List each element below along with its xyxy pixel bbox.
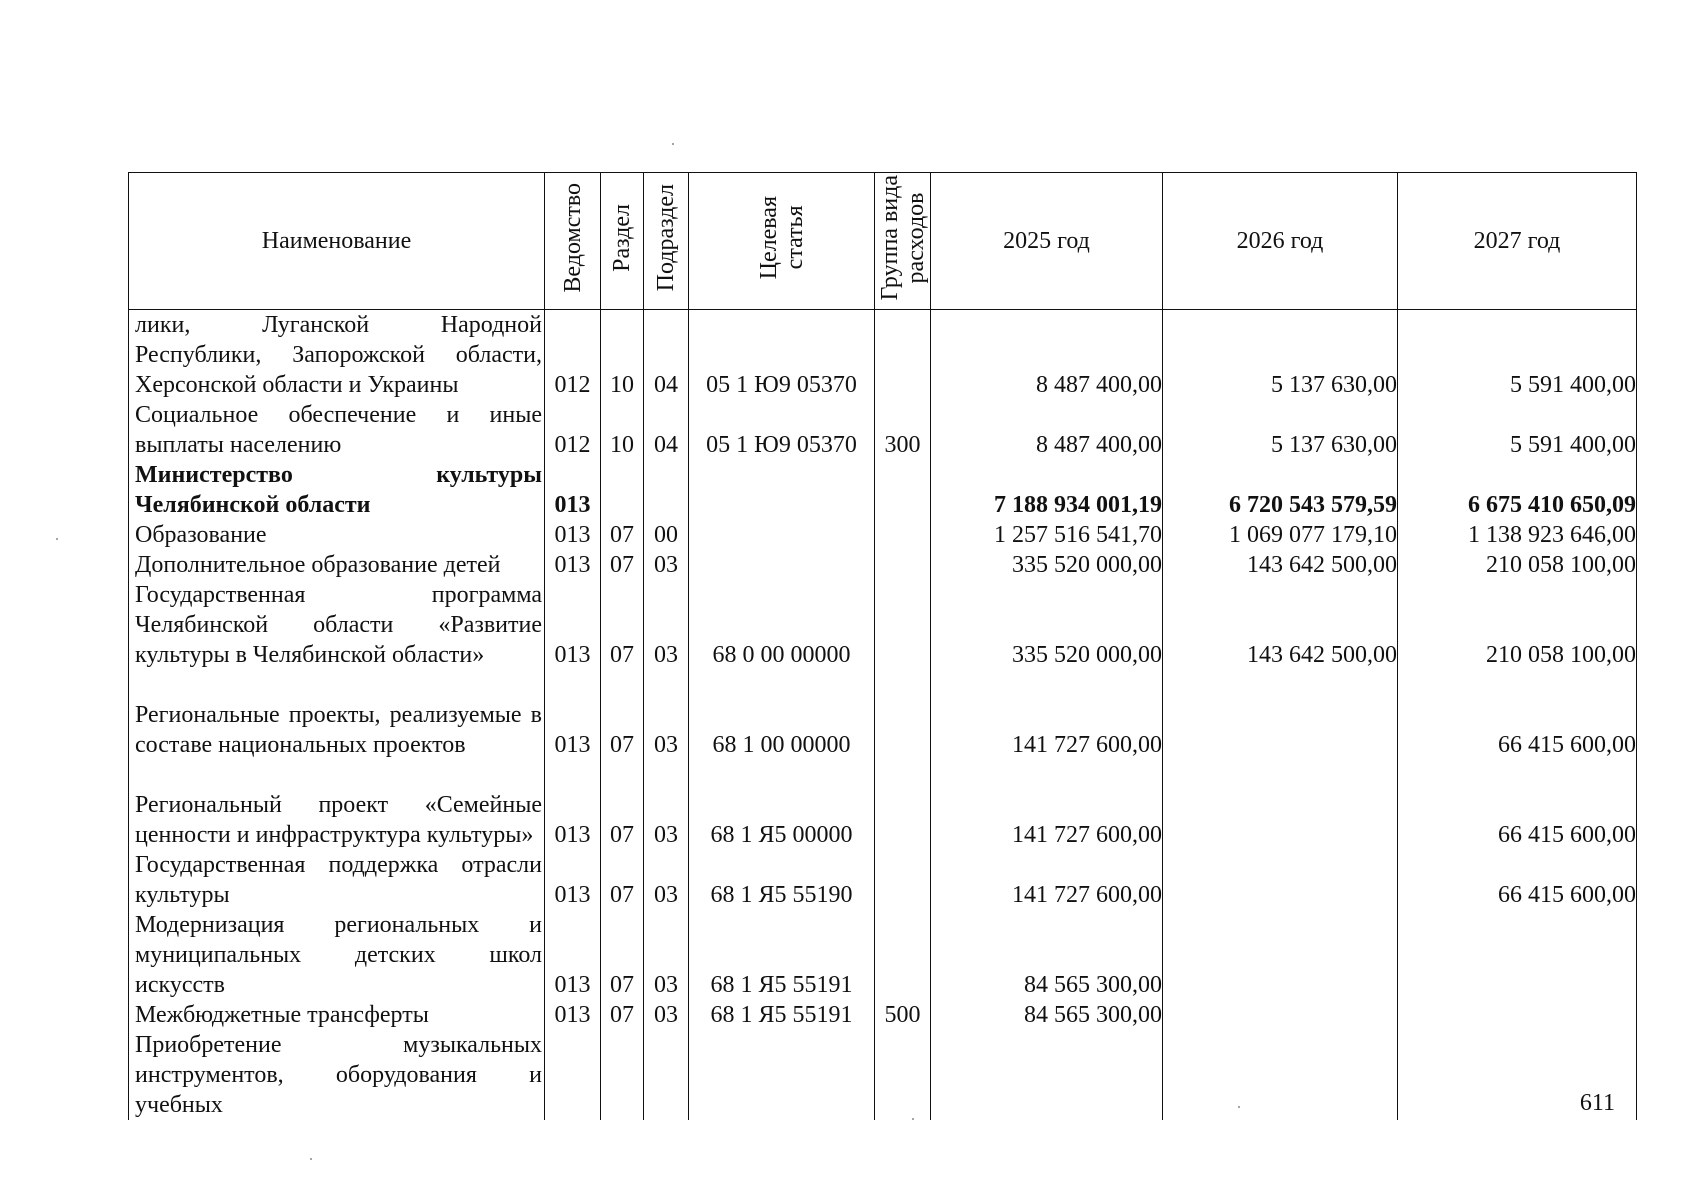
row-name: Министерство культуры Челябинской области xyxy=(129,460,545,520)
row-amount-2026: 5 137 630,00 xyxy=(1163,400,1398,460)
table-header xyxy=(129,173,1637,310)
row-target-article: 68 1 Я5 55191 xyxy=(689,910,875,1000)
row-vedomstvo: 013 xyxy=(545,670,601,760)
row-vedomstvo: 013 xyxy=(545,580,601,670)
table-row xyxy=(129,910,1637,1000)
row-amount-2026 xyxy=(1163,910,1398,1000)
row-razdel: 07 xyxy=(601,550,644,580)
row-razdel: 07 xyxy=(601,670,644,760)
header-podrazdel: Подраздел xyxy=(644,173,689,310)
row-expense-group xyxy=(875,670,931,760)
row-razdel: 10 xyxy=(601,310,644,401)
table-row xyxy=(129,850,1637,910)
row-podrazdel: 00 xyxy=(644,520,689,550)
row-expense-group xyxy=(875,760,931,850)
table-row xyxy=(129,670,1637,760)
row-name: Межбюджетные трансферты xyxy=(129,1000,545,1030)
row-target-article: 05 1 Ю9 05370 xyxy=(689,400,875,460)
table-row xyxy=(129,400,1637,460)
row-amount-2026 xyxy=(1163,760,1398,850)
row-vedomstvo: 013 xyxy=(545,520,601,550)
row-vedomstvo: 013 xyxy=(545,460,601,520)
row-razdel xyxy=(601,460,644,520)
row-target-article: 68 1 00 00000 xyxy=(689,670,875,760)
row-amount-2025: 8 487 400,00 xyxy=(931,310,1163,401)
row-razdel: 07 xyxy=(601,850,644,910)
row-amount-2025: 141 727 600,00 xyxy=(931,760,1163,850)
row-podrazdel: 03 xyxy=(644,670,689,760)
row-podrazdel: 03 xyxy=(644,760,689,850)
row-target-article xyxy=(689,550,875,580)
row-razdel: 07 xyxy=(601,520,644,550)
table-row xyxy=(129,550,1637,580)
row-amount-2026: 143 642 500,00 xyxy=(1163,550,1398,580)
row-podrazdel: 04 xyxy=(644,310,689,401)
header-year-2025: 2025 год xyxy=(931,173,1163,310)
row-expense-group xyxy=(875,1030,931,1120)
row-razdel: 07 xyxy=(601,910,644,1000)
row-podrazdel: 04 xyxy=(644,400,689,460)
row-podrazdel: 03 xyxy=(644,580,689,670)
row-target-article: 05 1 Ю9 05370 xyxy=(689,310,875,401)
row-podrazdel: 03 xyxy=(644,1000,689,1030)
row-expense-group xyxy=(875,580,931,670)
row-name: Социальное обеспечение и иные выплаты населению xyxy=(129,400,545,460)
table-body xyxy=(129,310,1637,1121)
row-expense-group xyxy=(875,550,931,580)
row-amount-2025: 84 565 300,00 xyxy=(931,1000,1163,1030)
row-podrazdel: 03 xyxy=(644,850,689,910)
row-target-article: 68 1 Я5 55190 xyxy=(689,850,875,910)
table-row xyxy=(129,310,1637,401)
row-podrazdel: 03 xyxy=(644,550,689,580)
row-target-article xyxy=(689,460,875,520)
row-name: Региональные проекты, реализуемые в составе национальных проектов xyxy=(129,670,545,760)
row-amount-2026: 1 069 077 179,10 xyxy=(1163,520,1398,550)
row-amount-2027 xyxy=(1398,1000,1637,1030)
row-amount-2025: 335 520 000,00 xyxy=(931,580,1163,670)
row-amount-2027: 6 675 410 650,09 xyxy=(1398,460,1637,520)
row-podrazdel: 03 xyxy=(644,910,689,1000)
row-expense-group xyxy=(875,460,931,520)
row-amount-2025: 8 487 400,00 xyxy=(931,400,1163,460)
row-name: Образование xyxy=(129,520,545,550)
row-target-article xyxy=(689,1030,875,1120)
table-row xyxy=(129,520,1637,550)
table-row xyxy=(129,1030,1637,1120)
row-razdel xyxy=(601,1030,644,1120)
row-amount-2025: 7 188 934 001,19 xyxy=(931,460,1163,520)
header-razdel: Раздел xyxy=(601,173,644,310)
scan-speck xyxy=(912,1118,914,1120)
row-name: Приобретение музыкальных инструментов, оборудования и учебных xyxy=(129,1030,545,1120)
row-expense-group xyxy=(875,310,931,401)
row-target-article: 68 1 Я5 00000 xyxy=(689,760,875,850)
header-target-article: Целевая статья xyxy=(689,173,875,310)
row-podrazdel xyxy=(644,460,689,520)
table-row xyxy=(129,460,1637,520)
row-name: Государственная программа Челябинской области «Развитие культуры в Челябинской области» xyxy=(129,580,545,670)
row-amount-2027: 210 058 100,00 xyxy=(1398,550,1637,580)
row-expense-group xyxy=(875,910,931,1000)
row-name: Дополнительное образование детей xyxy=(129,550,545,580)
header-name: Наименование xyxy=(129,173,545,310)
row-expense-group xyxy=(875,520,931,550)
row-amount-2026 xyxy=(1163,850,1398,910)
row-amount-2025: 141 727 600,00 xyxy=(931,850,1163,910)
table-row xyxy=(129,580,1637,670)
row-amount-2025: 84 565 300,00 xyxy=(931,910,1163,1000)
row-target-article: 68 0 00 00000 xyxy=(689,580,875,670)
row-vedomstvo: 012 xyxy=(545,400,601,460)
row-amount-2027 xyxy=(1398,910,1637,1000)
row-target-article xyxy=(689,520,875,550)
row-vedomstvo: 013 xyxy=(545,550,601,580)
row-amount-2026: 5 137 630,00 xyxy=(1163,310,1398,401)
row-amount-2027: 5 591 400,00 xyxy=(1398,400,1637,460)
row-amount-2025: 1 257 516 541,70 xyxy=(931,520,1163,550)
table-row xyxy=(129,1000,1637,1030)
scan-speck xyxy=(310,1158,312,1160)
row-podrazdel xyxy=(644,1030,689,1120)
row-name: Региональный проект «Семейные ценности и инфраструктура культуры» xyxy=(129,760,545,850)
row-amount-2026 xyxy=(1163,670,1398,760)
row-amount-2027: 66 415 600,00 xyxy=(1398,670,1637,760)
row-amount-2027: 66 415 600,00 xyxy=(1398,850,1637,910)
header-expense-group: Группа вида расходов xyxy=(875,173,931,310)
row-razdel: 07 xyxy=(601,1000,644,1030)
scan-speck xyxy=(672,143,674,145)
row-amount-2026: 143 642 500,00 xyxy=(1163,580,1398,670)
row-vedomstvo: 012 xyxy=(545,310,601,401)
budget-table xyxy=(128,172,1637,1120)
table-row xyxy=(129,760,1637,850)
row-vedomstvo: 013 xyxy=(545,910,601,1000)
row-amount-2025: 335 520 000,00 xyxy=(931,550,1163,580)
scan-speck xyxy=(56,538,58,540)
row-amount-2026 xyxy=(1163,1000,1398,1030)
header-vedomstvo: Ведомство xyxy=(545,173,601,310)
row-vedomstvo: 013 xyxy=(545,1000,601,1030)
row-amount-2025: 141 727 600,00 xyxy=(931,670,1163,760)
row-vedomstvo xyxy=(545,1030,601,1120)
row-amount-2027: 1 138 923 646,00 xyxy=(1398,520,1637,550)
row-amount-2026 xyxy=(1163,1030,1398,1120)
row-name: Модернизация региональных и муниципальных детских школ искусств xyxy=(129,910,545,1000)
row-razdel: 10 xyxy=(601,400,644,460)
header-year-2027: 2027 год xyxy=(1398,173,1637,310)
row-amount-2027: 66 415 600,00 xyxy=(1398,760,1637,850)
scan-speck xyxy=(1238,1106,1240,1108)
row-expense-group: 300 xyxy=(875,400,931,460)
header-year-2026: 2026 год xyxy=(1163,173,1398,310)
row-amount-2027: 210 058 100,00 xyxy=(1398,580,1637,670)
row-expense-group xyxy=(875,850,931,910)
row-razdel: 07 xyxy=(601,760,644,850)
row-expense-group: 500 xyxy=(875,1000,931,1030)
row-vedomstvo: 013 xyxy=(545,760,601,850)
row-name: лики, Луганской Народной Республики, Запорожской области, Херсонской области и Украины xyxy=(129,310,545,401)
row-amount-2027: 5 591 400,00 xyxy=(1398,310,1637,401)
row-target-article: 68 1 Я5 55191 xyxy=(689,1000,875,1030)
row-name: Государственная поддержка отрасли культуры xyxy=(129,850,545,910)
row-razdel: 07 xyxy=(601,580,644,670)
page-number: 611 xyxy=(1579,1090,1615,1116)
row-amount-2025 xyxy=(931,1030,1163,1120)
row-vedomstvo: 013 xyxy=(545,850,601,910)
row-amount-2026: 6 720 543 579,59 xyxy=(1163,460,1398,520)
